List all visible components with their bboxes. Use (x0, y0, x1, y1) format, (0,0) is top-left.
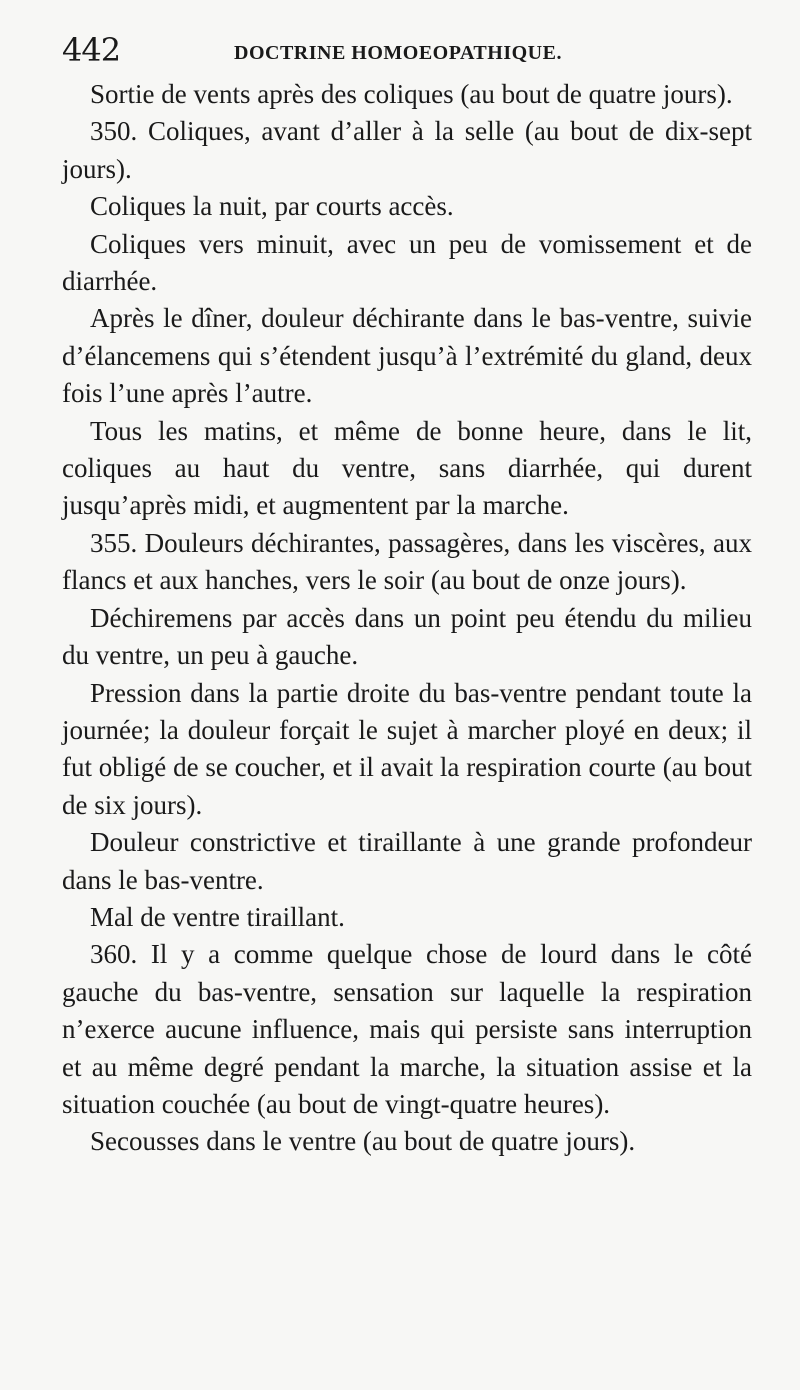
paragraph: Mal de ventre tiraillant. (90, 901, 345, 932)
paragraph: Douleur constrictive et tiraillante à une grande profondeur dans le bas-ventre. (62, 827, 752, 895)
running-title: DOCTRINE HOMOEOPATHIQUE. (234, 42, 562, 64)
paragraph: Tous les matins, et même de bonne heure, dans le lit, coliques au haut du ventre, sans diarrhée, qui durent jusqu’après midi, et augmentent par la marche. (62, 415, 752, 521)
paragraph: Secousses dans le ventre (au bout de quatre jours). (90, 1126, 636, 1157)
body-text (62, 76, 752, 1161)
paragraph: 355. Douleurs déchirantes, passagères, dans les viscères, aux flancs et aux hanches, vers le soir (au bout de onze jours). (62, 527, 752, 596)
page-number: 442 (62, 31, 121, 69)
paragraph: Après le dîner, douleur déchirante dans le bas-ventre, suivie d’élancemens qui s’étendent jusqu’à l’extrémité du gland, deux fois l’une après l’autre. (62, 303, 752, 409)
paragraph: 360. Il y a comme quelque chose de lourd dans le côté gauche du bas-ventre, sensation sur laquelle la respiration n’exerce aucune influence, mais qui persiste sans interruption et au même degré pendant la marche, la situation assise et la situation couchée (au bout de vingt-quatre heures). (62, 939, 752, 1119)
paragraph: Coliques la nuit, par courts accès. (90, 191, 454, 222)
paragraph: Sortie de vents après des coliques (au bout de quatre jours). (90, 79, 733, 109)
paragraph: Coliques vers minuit, avec un peu de vomissement et de diarrhée. (62, 228, 752, 297)
paragraph: Pression dans la partie droite du bas-ventre pendant toute la journée; la douleur forçait le sujet à marcher ployé en deux; il fut obligé de se coucher, et il avait la respiration courte (au bout de six jours). (62, 677, 752, 820)
page-header (62, 30, 752, 70)
paragraph: 350. Coliques, avant d’aller à la selle (au bout de dix-sept jours). (62, 116, 752, 184)
paragraph: Déchiremens par accès dans un point peu étendu du milieu du ventre, un peu à gauche. (62, 602, 752, 671)
